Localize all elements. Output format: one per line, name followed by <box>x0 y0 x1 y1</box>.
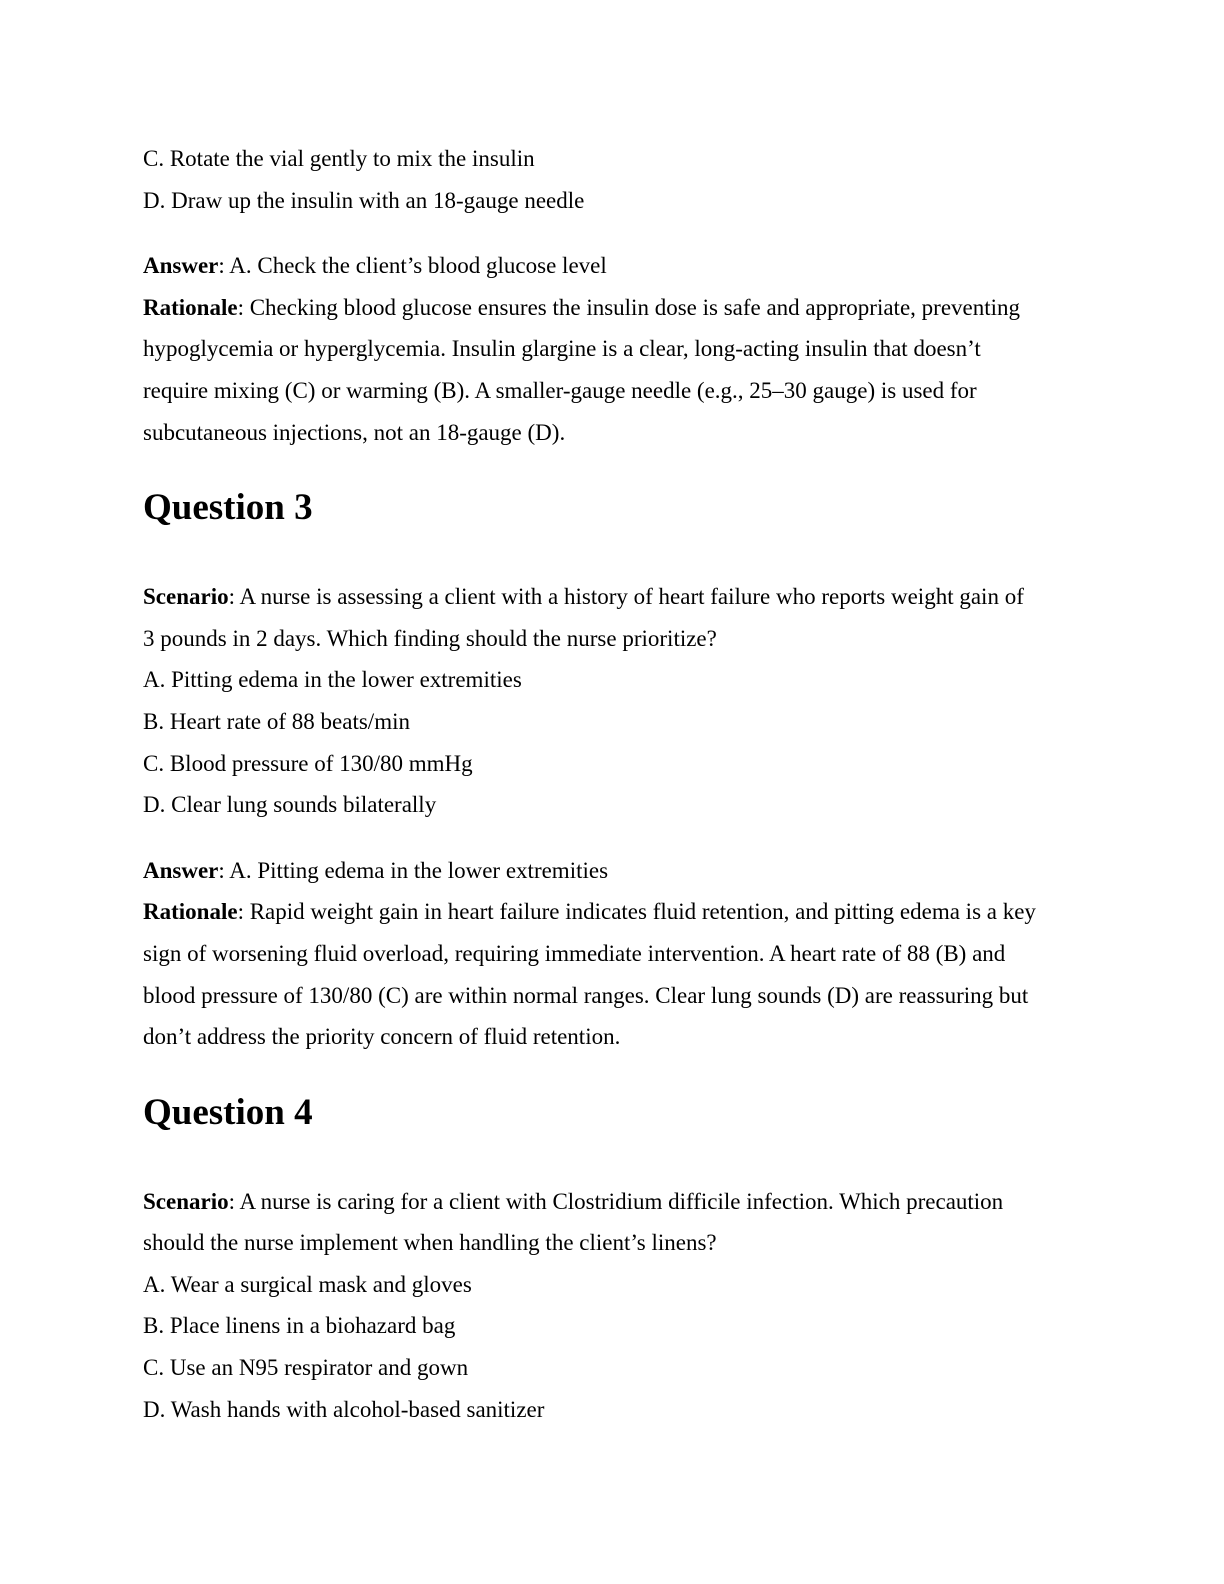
rationale-text: : Rapid weight gain in heart failure indicates fluid retention, and pitting edema is a key <box>237 899 1036 925</box>
option-d: D. Wash hands with alcohol-based sanitizer <box>143 1396 545 1422</box>
option-b: B. Place linens in a biohazard bag <box>143 1313 456 1339</box>
answer-text: : A. Check the client’s blood glucose level <box>218 253 607 279</box>
scenario-line-1 <box>143 1181 1083 1223</box>
answer-line <box>143 850 1083 892</box>
option-c: C. Rotate the vial gently to mix the insulin <box>143 146 535 171</box>
answer-text: : A. Pitting edema in the lower extremities <box>218 857 609 883</box>
rationale-line-1 <box>143 891 1083 933</box>
option-b: B. Heart rate of 88 beats/min <box>143 708 410 734</box>
option-c: C. Blood pressure of 130/80 mmHg <box>143 750 473 776</box>
question-4-heading: Question 4 <box>143 1091 313 1133</box>
question-3-heading: Question 3 <box>143 487 313 529</box>
option-a: A. Pitting edema in the lower extremities <box>143 667 522 693</box>
scenario-text: : A nurse is assessing a client with a history of heart failure who reports weight gain of <box>228 584 1024 610</box>
rationale-line-1 <box>143 287 1083 329</box>
scenario-text: : A nurse is caring for a client with Clostridium difficile infection. Which precaution <box>228 1188 1004 1214</box>
rationale-line-3: require mixing (C) or warming (B). A smaller-gauge needle (e.g., 25–30 gauge) is used for <box>143 377 977 403</box>
option-d: D. Clear lung sounds bilaterally <box>143 792 437 818</box>
answer-label: Answer <box>143 857 219 883</box>
scenario-label: Scenario <box>143 584 229 610</box>
document-page <box>143 138 1083 1430</box>
option-c: C. Use an N95 respirator and gown <box>143 1355 469 1381</box>
scenario-line-1 <box>143 576 1083 618</box>
option-a: A. Wear a surgical mask and gloves <box>143 1271 472 1297</box>
rationale-label: Rationale <box>143 294 238 320</box>
rationale-line-2: sign of worsening fluid overload, requiring immediate intervention. A heart rate of 88 (B) and <box>143 940 1006 966</box>
option-d: D. Draw up the insulin with an 18-gauge needle <box>143 187 585 213</box>
rationale-line-3: blood pressure of 130/80 (C) are within normal ranges. Clear lung sounds (D) are reassuring but <box>143 982 1029 1008</box>
rationale-text: : Checking blood glucose ensures the insulin dose is safe and appropriate, preventing <box>237 294 1021 320</box>
scenario-line-2: 3 pounds in 2 days. Which finding should the nurse prioritize? <box>143 625 717 651</box>
scenario-line-2: should the nurse implement when handling the client’s linens? <box>143 1230 717 1256</box>
rationale-label: Rationale <box>143 899 238 925</box>
answer-line <box>143 245 1083 287</box>
rationale-line-2: hypoglycemia or hyperglycemia. Insulin glargine is a clear, long-acting insulin that doesn’t <box>143 336 981 362</box>
answer-label: Answer <box>143 253 219 279</box>
rationale-line-4: subcutaneous injections, not an 18-gauge (D). <box>143 419 566 445</box>
rationale-line-4: don’t address the priority concern of fluid retention. <box>143 1024 621 1050</box>
scenario-label: Scenario <box>143 1188 229 1214</box>
